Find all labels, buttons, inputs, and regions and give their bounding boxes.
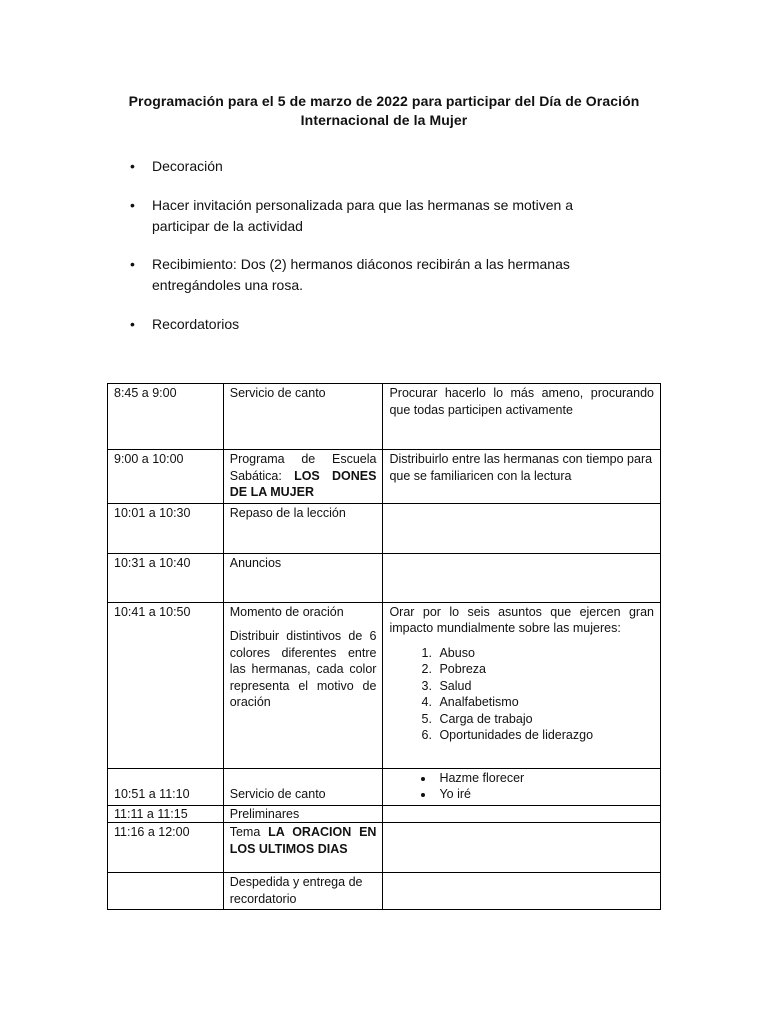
notes-cell xyxy=(383,805,661,823)
activity-cell: Despedida y entrega de recordatorio xyxy=(223,873,383,910)
notes-text: Orar por lo seis asuntos que ejercen gran impacto mundialmente sobre las mujeres: xyxy=(389,604,654,635)
time-cell xyxy=(108,873,224,910)
bullet-icon: • xyxy=(130,256,135,272)
time-cell: 9:00 a 10:00 xyxy=(108,450,224,504)
activity-detail: Distribuir distintivos de 6 colores diferentes entre las hermanas, cada color representa el motivo de oración xyxy=(229,629,377,709)
title-line-2: Internacional de la Mujer xyxy=(300,112,468,128)
notes-cell xyxy=(383,873,661,910)
table-row xyxy=(108,768,661,805)
task-text: Recibimiento: Dos (2) hermanos diáconos recibirán a las hermanas xyxy=(152,256,570,272)
activity-cell: Repaso de la lección xyxy=(223,503,383,553)
table-row xyxy=(108,553,661,602)
list-item: 4. Analfabetismo xyxy=(435,694,654,711)
list-item: • Yo iré xyxy=(435,786,654,803)
notes-cell xyxy=(383,503,661,553)
songs-list xyxy=(389,770,654,803)
time-cell: 10:41 a 10:50 xyxy=(108,602,224,768)
activity-cell xyxy=(223,450,383,504)
task-text: Recordatorios xyxy=(152,316,240,332)
notes-cell xyxy=(383,553,661,602)
activity-text: Tema xyxy=(229,825,269,839)
table-row xyxy=(108,873,661,910)
bullet-icon: • xyxy=(130,316,135,332)
notes-cell: Procurar hacerlo lo más ameno, procurando que todas participen activamente xyxy=(383,384,661,450)
activity-title: LOS DONES DE LA MUJER xyxy=(229,468,377,499)
activity-title: LA ORACION EN LOS ULTIMOS DIAS xyxy=(229,825,377,856)
prayer-motives-list xyxy=(389,645,654,744)
title-line-1: Programación para el 5 de marzo de 2022 para participar del Día de Oración xyxy=(128,93,640,109)
notes-cell xyxy=(383,602,661,768)
list-item: 2. Pobreza xyxy=(435,661,654,678)
task-text: Decoración xyxy=(152,158,223,174)
list-item: 5. Carga de trabajo xyxy=(435,711,654,728)
activity-cell xyxy=(223,823,383,873)
list-item: • Hazme florecer xyxy=(435,770,654,787)
bullet-icon: • xyxy=(130,158,135,174)
table-row xyxy=(108,450,661,504)
list-item: 6. Oportunidades de liderazgo xyxy=(435,727,654,744)
table-row xyxy=(108,805,661,823)
list-item: 1. Abuso xyxy=(435,645,654,662)
activity-text: Programa de Escuela Sabática: xyxy=(229,452,377,483)
table-row xyxy=(108,503,661,553)
time-cell: 8:45 a 9:00 xyxy=(108,384,224,450)
table-row xyxy=(108,602,661,768)
time-cell: 10:51 a 11:10 xyxy=(108,768,224,805)
task-text-continued: entregándoles una rosa. xyxy=(152,277,303,293)
activity-cell: Servicio de canto xyxy=(223,384,383,450)
time-cell: 10:01 a 10:30 xyxy=(108,503,224,553)
bullet-icon: • xyxy=(130,197,135,213)
activity-cell xyxy=(223,602,383,768)
notes-cell xyxy=(383,768,661,805)
activity-text: Momento de oración xyxy=(229,604,344,619)
activity-cell: Preliminares xyxy=(223,805,383,823)
table-row xyxy=(108,823,661,873)
schedule-table xyxy=(107,383,661,910)
list-item: 3. Salud xyxy=(435,678,654,695)
task-text: Hacer invitación personalizada para que las hermanas se motiven a xyxy=(152,197,574,213)
task-text-continued: participar de la actividad xyxy=(152,218,303,234)
activity-cell: Servicio de canto xyxy=(223,768,383,805)
document-title xyxy=(100,92,668,130)
table-row xyxy=(108,384,661,450)
time-cell: 10:31 a 10:40 xyxy=(108,553,224,602)
time-cell: 11:16 a 12:00 xyxy=(108,823,224,873)
notes-cell: Distribuirlo entre las hermanas con tiempo para que se familiaricen con la lectura xyxy=(383,450,661,504)
time-cell: 11:11 a 11:15 xyxy=(108,805,224,823)
notes-cell xyxy=(383,823,661,873)
activity-cell: Anuncios xyxy=(223,553,383,602)
